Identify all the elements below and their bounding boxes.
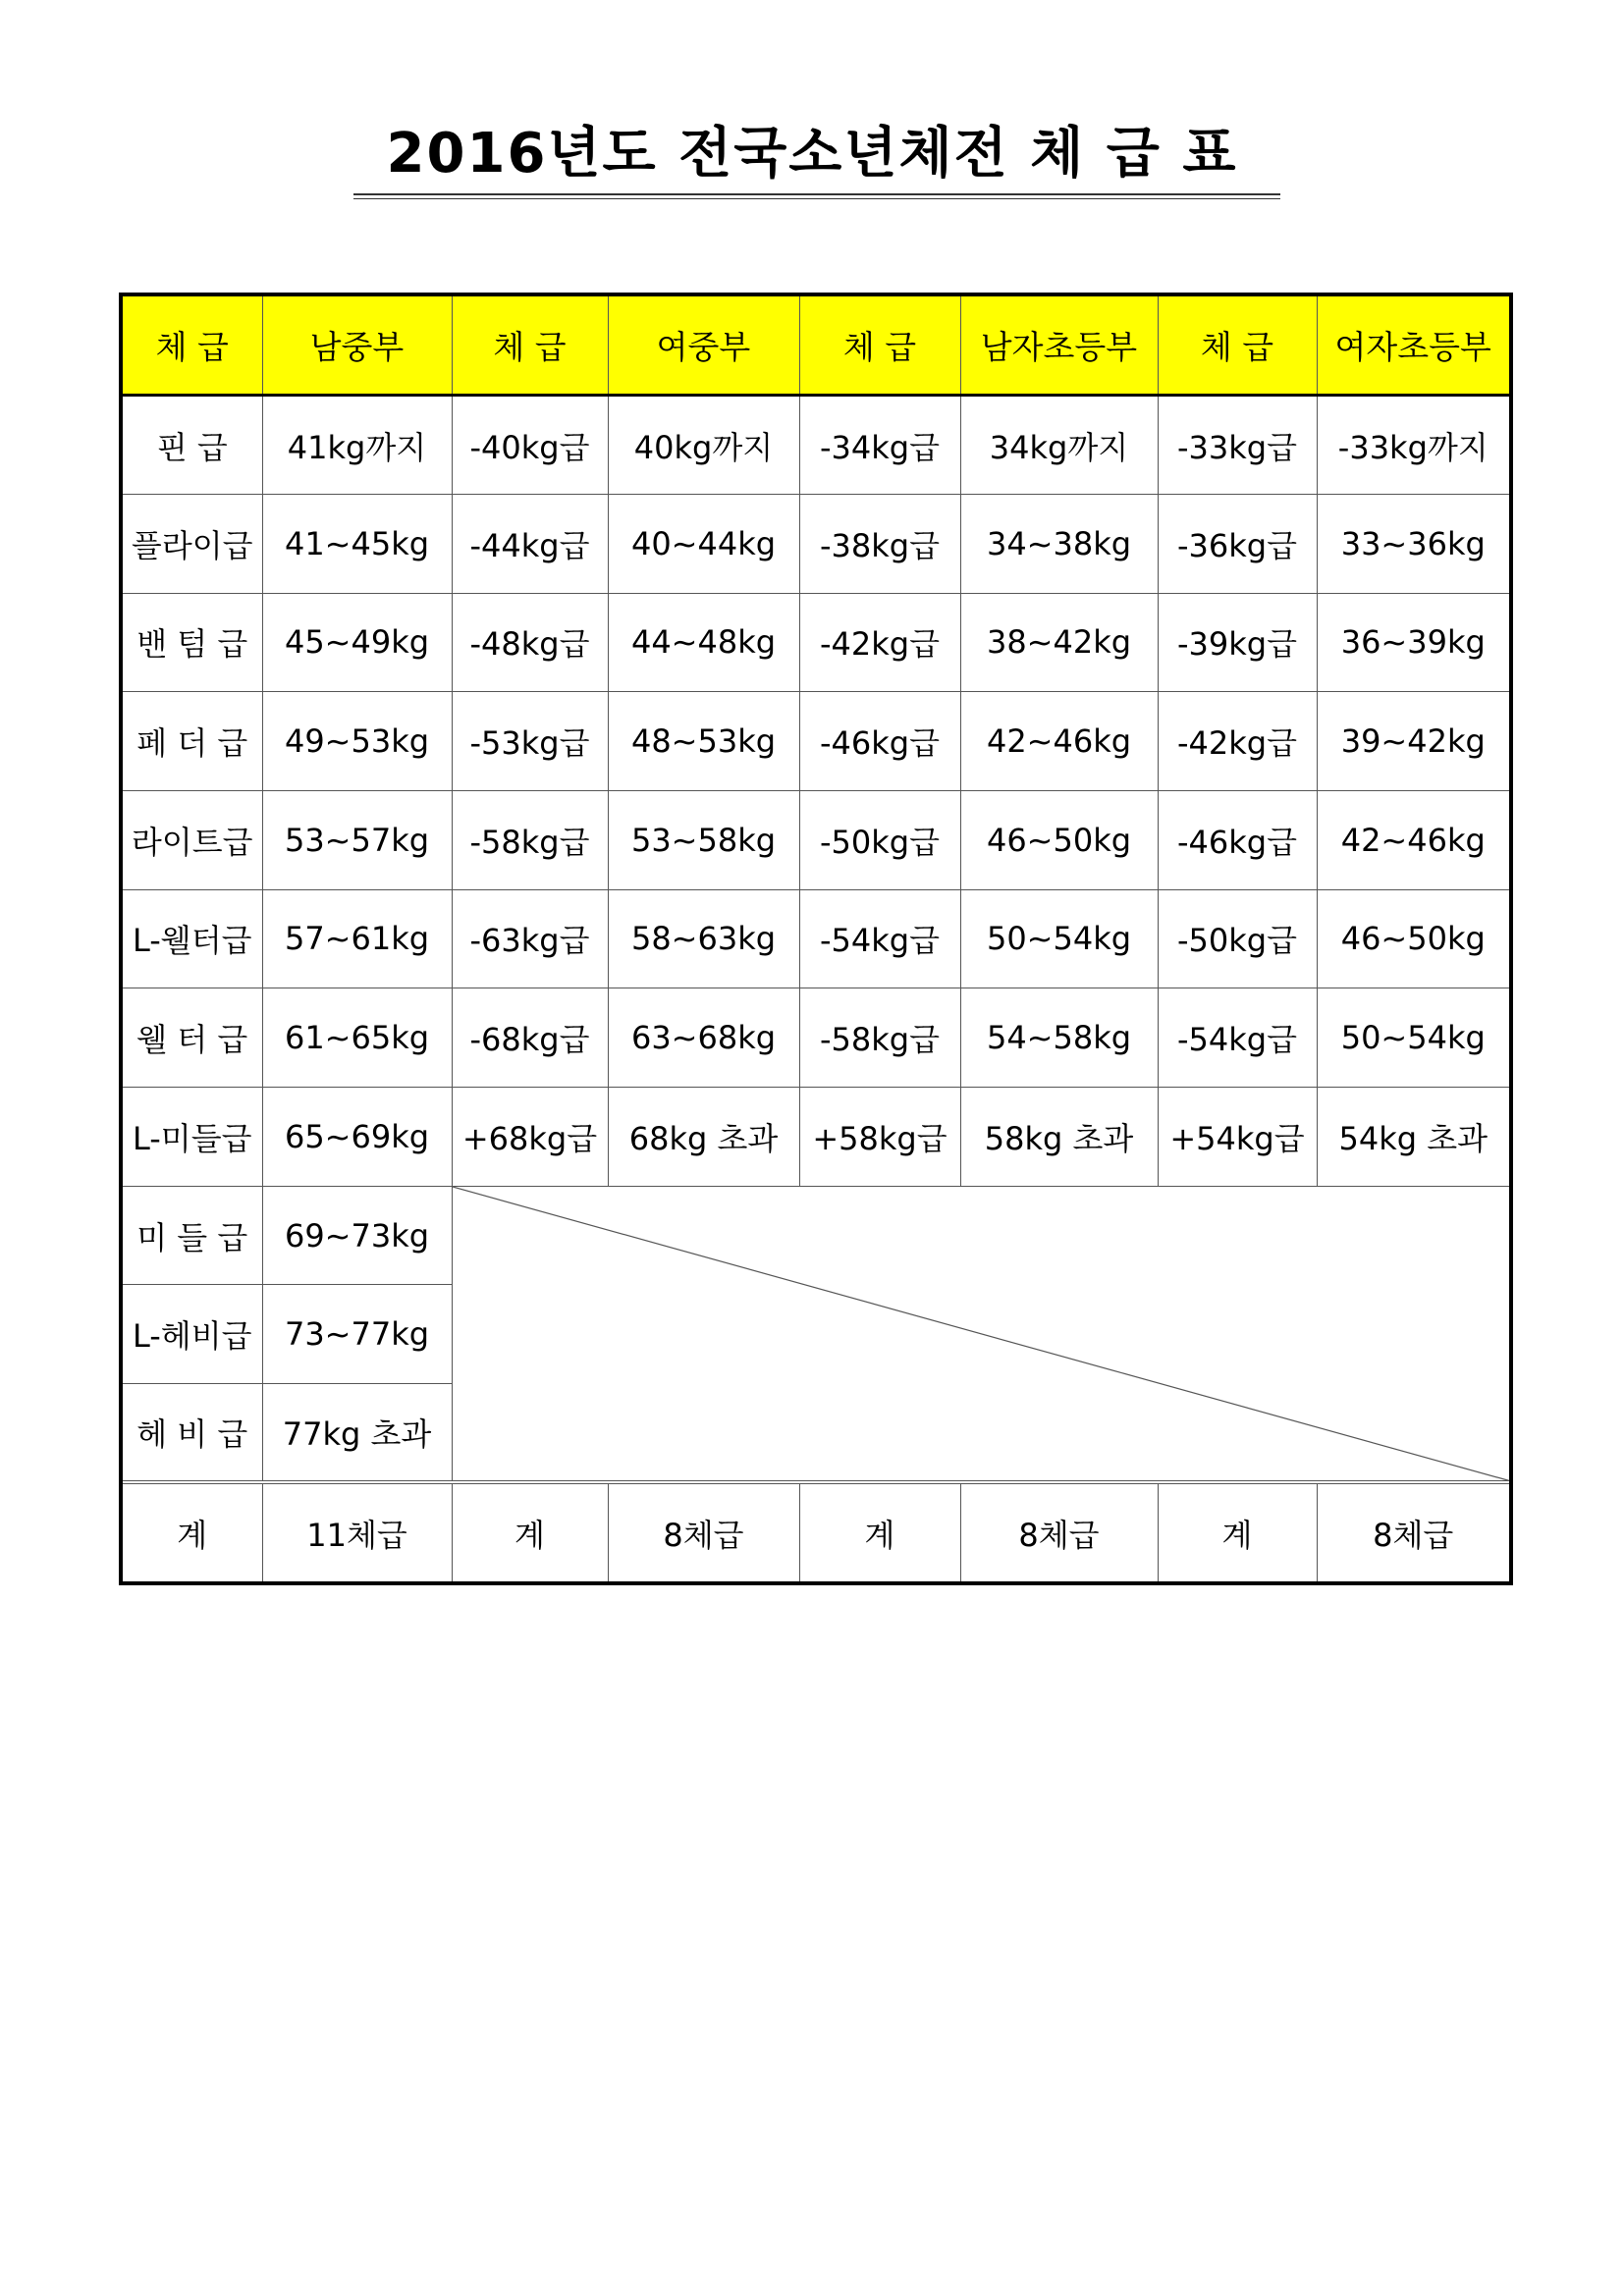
table-cell: 40kg까지 — [608, 396, 799, 495]
table-cell: -58kg급 — [452, 790, 608, 889]
table-cell: 42~46kg — [960, 692, 1158, 791]
table-cell: 50~54kg — [960, 889, 1158, 988]
table-cell: 34kg까지 — [960, 396, 1158, 495]
table-cell: 밴 텀 급 — [123, 593, 262, 692]
table-cell: 44~48kg — [608, 593, 799, 692]
table-cell: L-헤비급 — [123, 1285, 262, 1384]
table-cell: 46~50kg — [1317, 889, 1509, 988]
weight-class-table — [119, 293, 1513, 1585]
table-row — [123, 790, 1509, 889]
table-cell: -33kg급 — [1158, 396, 1317, 495]
table-cell: 63~68kg — [608, 988, 799, 1088]
table-cell: 61~65kg — [262, 988, 452, 1088]
table-cell: -44kg급 — [452, 494, 608, 593]
table-cell: 69~73kg — [262, 1186, 452, 1285]
table-cell: +58kg급 — [799, 1088, 960, 1187]
table-cell: 36~39kg — [1317, 593, 1509, 692]
table-cell: 33~36kg — [1317, 494, 1509, 593]
table-cell: 40~44kg — [608, 494, 799, 593]
table-cell: 계 — [123, 1482, 262, 1581]
totals-row — [123, 1482, 1509, 1581]
table-cell: 라이트급 — [123, 790, 262, 889]
table-cell: -34kg급 — [799, 396, 960, 495]
table-cell: 58kg 초과 — [960, 1088, 1158, 1187]
table-cell: 73~77kg — [262, 1285, 452, 1384]
header-cell-girls-middle: 여중부 — [608, 296, 799, 396]
table-cell: -58kg급 — [799, 988, 960, 1088]
table-row — [123, 692, 1509, 791]
table-cell: 8체급 — [960, 1482, 1158, 1581]
table-cell: 53~58kg — [608, 790, 799, 889]
table-cell: 계 — [799, 1482, 960, 1581]
header-cell-class-3: 체 급 — [799, 296, 960, 396]
table-cell: L-미들급 — [123, 1088, 262, 1187]
table-cell: 계 — [452, 1482, 608, 1581]
table-cell: 77kg 초과 — [262, 1384, 452, 1483]
table-cell: 페 더 급 — [123, 692, 262, 791]
header-cell-class-2: 체 급 — [452, 296, 608, 396]
header-cell-class-1: 체 급 — [123, 296, 262, 396]
table-cell: +68kg급 — [452, 1088, 608, 1187]
table-cell: -50kg급 — [1158, 889, 1317, 988]
table-cell: 54kg 초과 — [1317, 1088, 1509, 1187]
table-cell: -46kg급 — [1158, 790, 1317, 889]
table-cell: 38~42kg — [960, 593, 1158, 692]
header-cell-boys-middle: 남중부 — [262, 296, 452, 396]
table-row — [123, 1186, 1509, 1285]
table-cell: -33kg까지 — [1317, 396, 1509, 495]
table-cell: 53~57kg — [262, 790, 452, 889]
table-cell: -46kg급 — [799, 692, 960, 791]
table-cell: 68kg 초과 — [608, 1088, 799, 1187]
table-cell: 46~50kg — [960, 790, 1158, 889]
table-cell: -68kg급 — [452, 988, 608, 1088]
table-cell: +54kg급 — [1158, 1088, 1317, 1187]
diagonal-line — [453, 1187, 1510, 1481]
table-row — [123, 988, 1509, 1088]
table-cell: 웰 터 급 — [123, 988, 262, 1088]
weight-class-grid — [123, 296, 1509, 1581]
header-row — [123, 296, 1509, 396]
table-row — [123, 1088, 1509, 1187]
table-cell: 49~53kg — [262, 692, 452, 791]
table-cell: -42kg급 — [1158, 692, 1317, 791]
table-cell: -54kg급 — [1158, 988, 1317, 1088]
table-cell: 플라이급 — [123, 494, 262, 593]
table-cell: 58~63kg — [608, 889, 799, 988]
table-cell: 8체급 — [1317, 1482, 1509, 1581]
table-cell: -39kg급 — [1158, 593, 1317, 692]
table-cell: -63kg급 — [452, 889, 608, 988]
title-underline — [353, 193, 1280, 199]
table-cell: 42~46kg — [1317, 790, 1509, 889]
table-cell: -40kg급 — [452, 396, 608, 495]
table-cell: 41~45kg — [262, 494, 452, 593]
empty-diagonal-cell — [452, 1186, 1509, 1482]
table-row — [123, 889, 1509, 988]
header-cell-class-4: 체 급 — [1158, 296, 1317, 396]
header-cell-boys-elementary: 남자초등부 — [960, 296, 1158, 396]
table-cell: -42kg급 — [799, 593, 960, 692]
table-cell: 57~61kg — [262, 889, 452, 988]
table-cell: 65~69kg — [262, 1088, 452, 1187]
table-cell: -36kg급 — [1158, 494, 1317, 593]
table-cell: -48kg급 — [452, 593, 608, 692]
table-cell: 8체급 — [608, 1482, 799, 1581]
table-cell: 34~38kg — [960, 494, 1158, 593]
table-cell: -38kg급 — [799, 494, 960, 593]
table-cell: 미 들 급 — [123, 1186, 262, 1285]
table-cell: 50~54kg — [1317, 988, 1509, 1088]
table-cell: 계 — [1158, 1482, 1317, 1581]
table-cell: 11체급 — [262, 1482, 452, 1581]
table-cell: 48~53kg — [608, 692, 799, 791]
table-cell: 39~42kg — [1317, 692, 1509, 791]
table-cell: L-웰터급 — [123, 889, 262, 988]
table-row — [123, 593, 1509, 692]
table-cell: 41kg까지 — [262, 396, 452, 495]
table-row — [123, 396, 1509, 495]
table-cell: 45~49kg — [262, 593, 452, 692]
table-cell: 헤 비 급 — [123, 1384, 262, 1483]
table-cell: 54~58kg — [960, 988, 1158, 1088]
table-cell: -54kg급 — [799, 889, 960, 988]
page-title: 2016년도 전국소년체전 체 급 표 — [386, 122, 1238, 186]
table-cell: -53kg급 — [452, 692, 608, 791]
header-cell-girls-elementary: 여자초등부 — [1317, 296, 1509, 396]
table-cell: 핀 급 — [123, 396, 262, 495]
table-cell: -50kg급 — [799, 790, 960, 889]
table-row — [123, 494, 1509, 593]
